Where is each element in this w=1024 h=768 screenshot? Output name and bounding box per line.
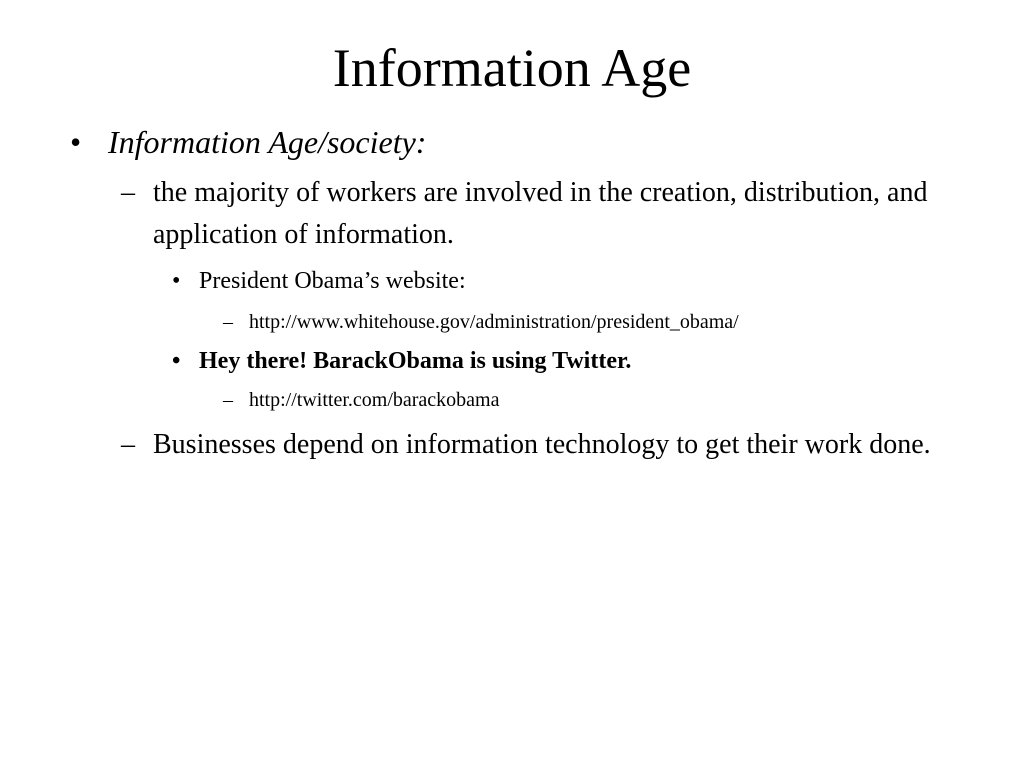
bullet-marker: •: [70, 124, 82, 160]
url-text[interactable]: http://twitter.com/barackobama: [249, 389, 500, 411]
dash-marker: –: [223, 389, 233, 411]
url-text[interactable]: http://www.whitehouse.gov/administration/president_obama/: [249, 311, 739, 333]
subbullet-businesses: [121, 424, 973, 466]
subbullet-majority-of-workers: [121, 172, 973, 256]
subsubbullet-twitter: [172, 344, 979, 378]
dash-marker: –: [121, 177, 135, 208]
bullet-information-age-society: [70, 120, 988, 164]
url-whitehouse: [223, 308, 1009, 336]
dash-marker: –: [121, 429, 135, 460]
subbullet-text: the majority of workers are involved in the creation, distribution, and application of information.: [153, 177, 928, 250]
subsubbullet-obama-website: [172, 264, 979, 298]
bullet-text: Information Age/society:: [108, 124, 427, 160]
bullet-marker: •: [172, 268, 181, 294]
url-twitter: [223, 386, 1009, 414]
subsubbullet-text: Hey there! BarackObama is using Twitter.: [199, 348, 632, 374]
subsubbullet-text: President Obama’s website:: [199, 268, 466, 294]
dash-marker: –: [223, 311, 233, 333]
bullet-marker: •: [172, 348, 181, 374]
slide-title: Information Age: [332, 38, 692, 98]
subbullet-text: Businesses depend on information technology to get their work done.: [153, 429, 931, 460]
